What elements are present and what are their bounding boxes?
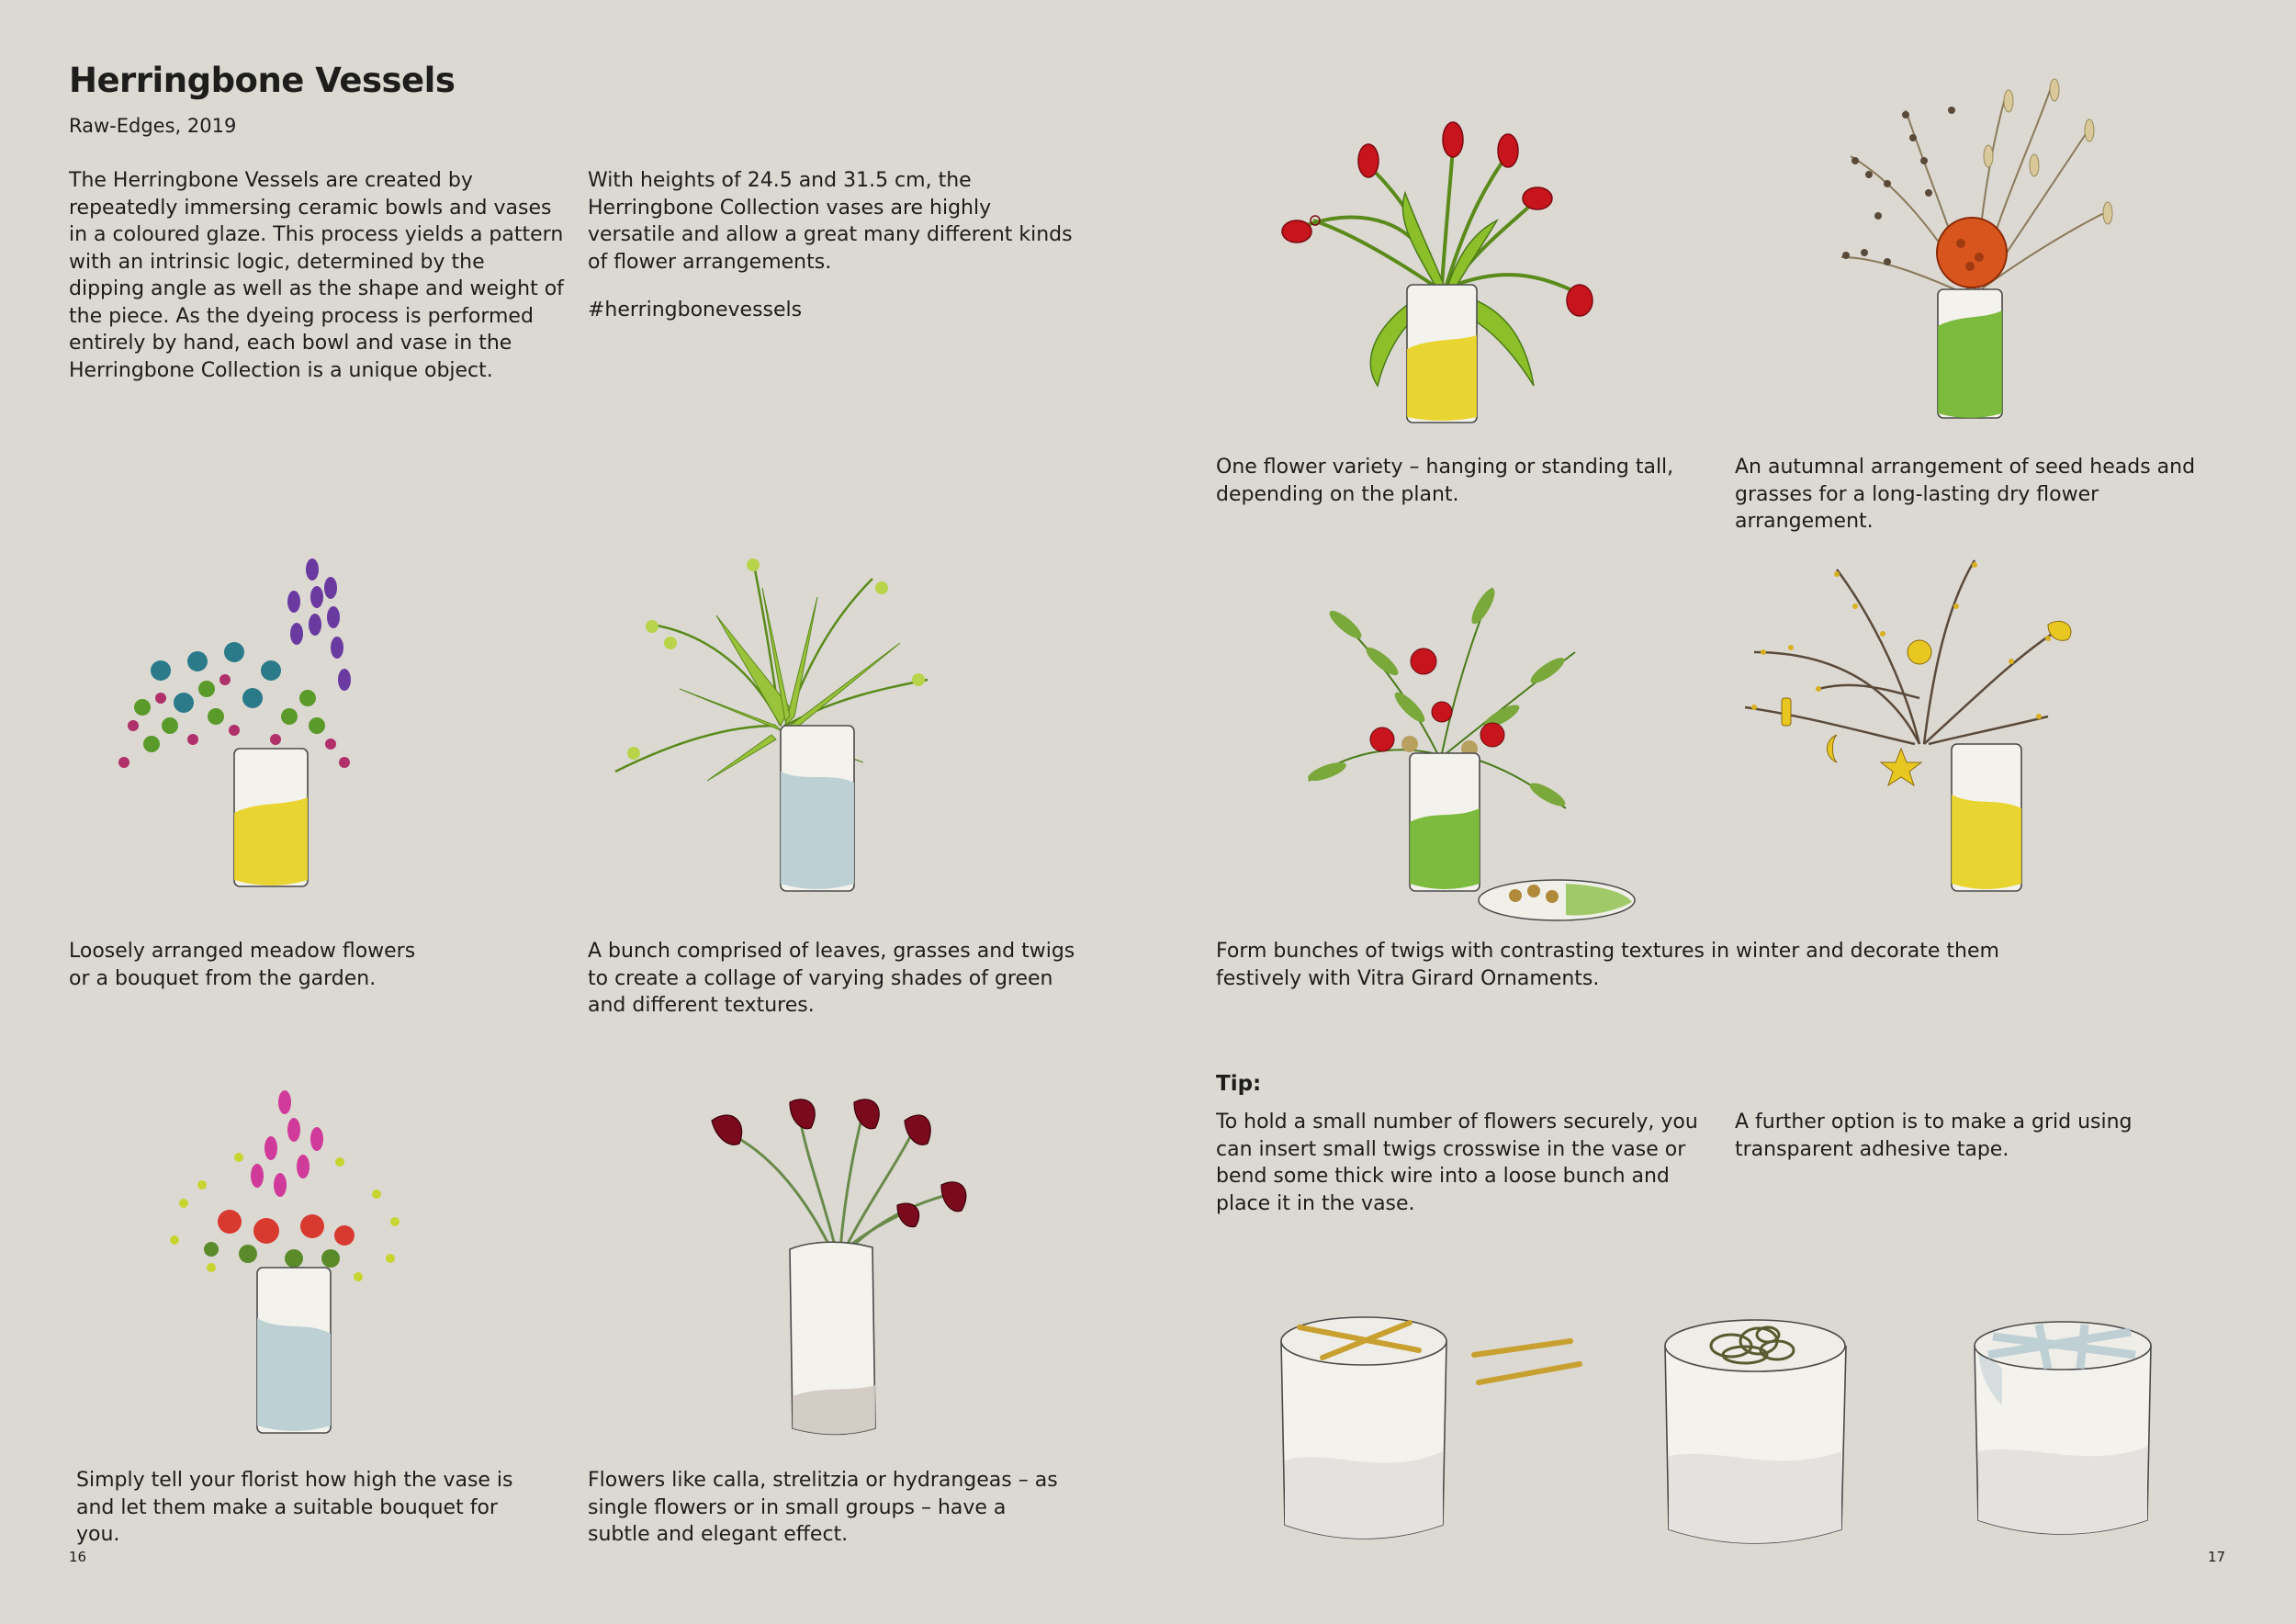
- winter-greens-illustration: [1272, 560, 1649, 928]
- hashtag: #herringbonevessels: [588, 299, 803, 321]
- caption-winter: Form bunches of twigs with contrasting textures in winter and decorate them festively with Vitra Girard Ornaments.: [1216, 940, 1999, 990]
- intro-paragraph-2: With heights of 24.5 and 31.5 cm, the Herringbone Collection vases are highly versatile and allow a great many different kinds of flower arrangements.: [588, 169, 1073, 274]
- caption-tulips: One flower variety – hanging or standing tall, depending on the plant.: [1216, 456, 1674, 506]
- meadow-vase-illustration: [96, 533, 409, 891]
- florist-bouquet-illustration: [156, 1075, 422, 1442]
- caption-calla: Flowers like calla, strelitzia or hydrangeas – as single flowers or in small groups – have a subtle and elegant effect.: [588, 1469, 1058, 1546]
- caption-greens: A bunch comprised of leaves, grasses and twigs to create a collage of varying shades of green and different textures.: [588, 940, 1075, 1017]
- twig-cross-vase-illustration: [1272, 1295, 1603, 1571]
- tip-text-1: To hold a small number of flowers securely, you can insert small twigs crosswise in the vase or bend some thick wire into a loose bunch and place it in the vase.: [1216, 1111, 1698, 1215]
- wire-bunch-vase-illustration: [1658, 1300, 1860, 1562]
- subtitle: Raw-Edges, 2019: [69, 115, 237, 137]
- greens-vase-illustration: [597, 542, 955, 900]
- tulip-vase-illustration: [1240, 110, 1626, 423]
- page-number-right: 17: [2208, 1549, 2226, 1565]
- page-title: Herringbone Vessels: [69, 61, 456, 100]
- caption-florist: Simply tell your florist how high the vase is and let them make a suitable bouquet for you.: [76, 1469, 513, 1546]
- page-number-left: 16: [69, 1549, 87, 1565]
- intro-paragraph-1: The Herringbone Vessels are created by repeatedly immersing ceramic bowls and vases in a coloured glaze. This process yields a pattern with an intrinsic logic, determined by the dipping angle as well as the shape and weight of the piece. As the dyeing process is performed entirely by hand, each bowl and vase in the Herringbone Collection is a unique object.: [69, 169, 564, 382]
- tip-text-2: A further option is to make a grid using transparent adhesive tape.: [1735, 1111, 2133, 1161]
- autumn-vase-illustration: [1814, 73, 2126, 423]
- caption-autumn: An autumnal arrangement of seed heads and grasses for a long-lasting dry flower arrangement.: [1735, 456, 2196, 533]
- tip-heading: Tip:: [1216, 1072, 1262, 1096]
- ornament-branches-illustration: [1736, 551, 2094, 900]
- tape-grid-vase-illustration: [1965, 1304, 2167, 1557]
- calla-vase-illustration: [693, 1093, 996, 1442]
- caption-meadow: Loosely arranged meadow flowers or a bouquet from the garden.: [69, 940, 416, 990]
